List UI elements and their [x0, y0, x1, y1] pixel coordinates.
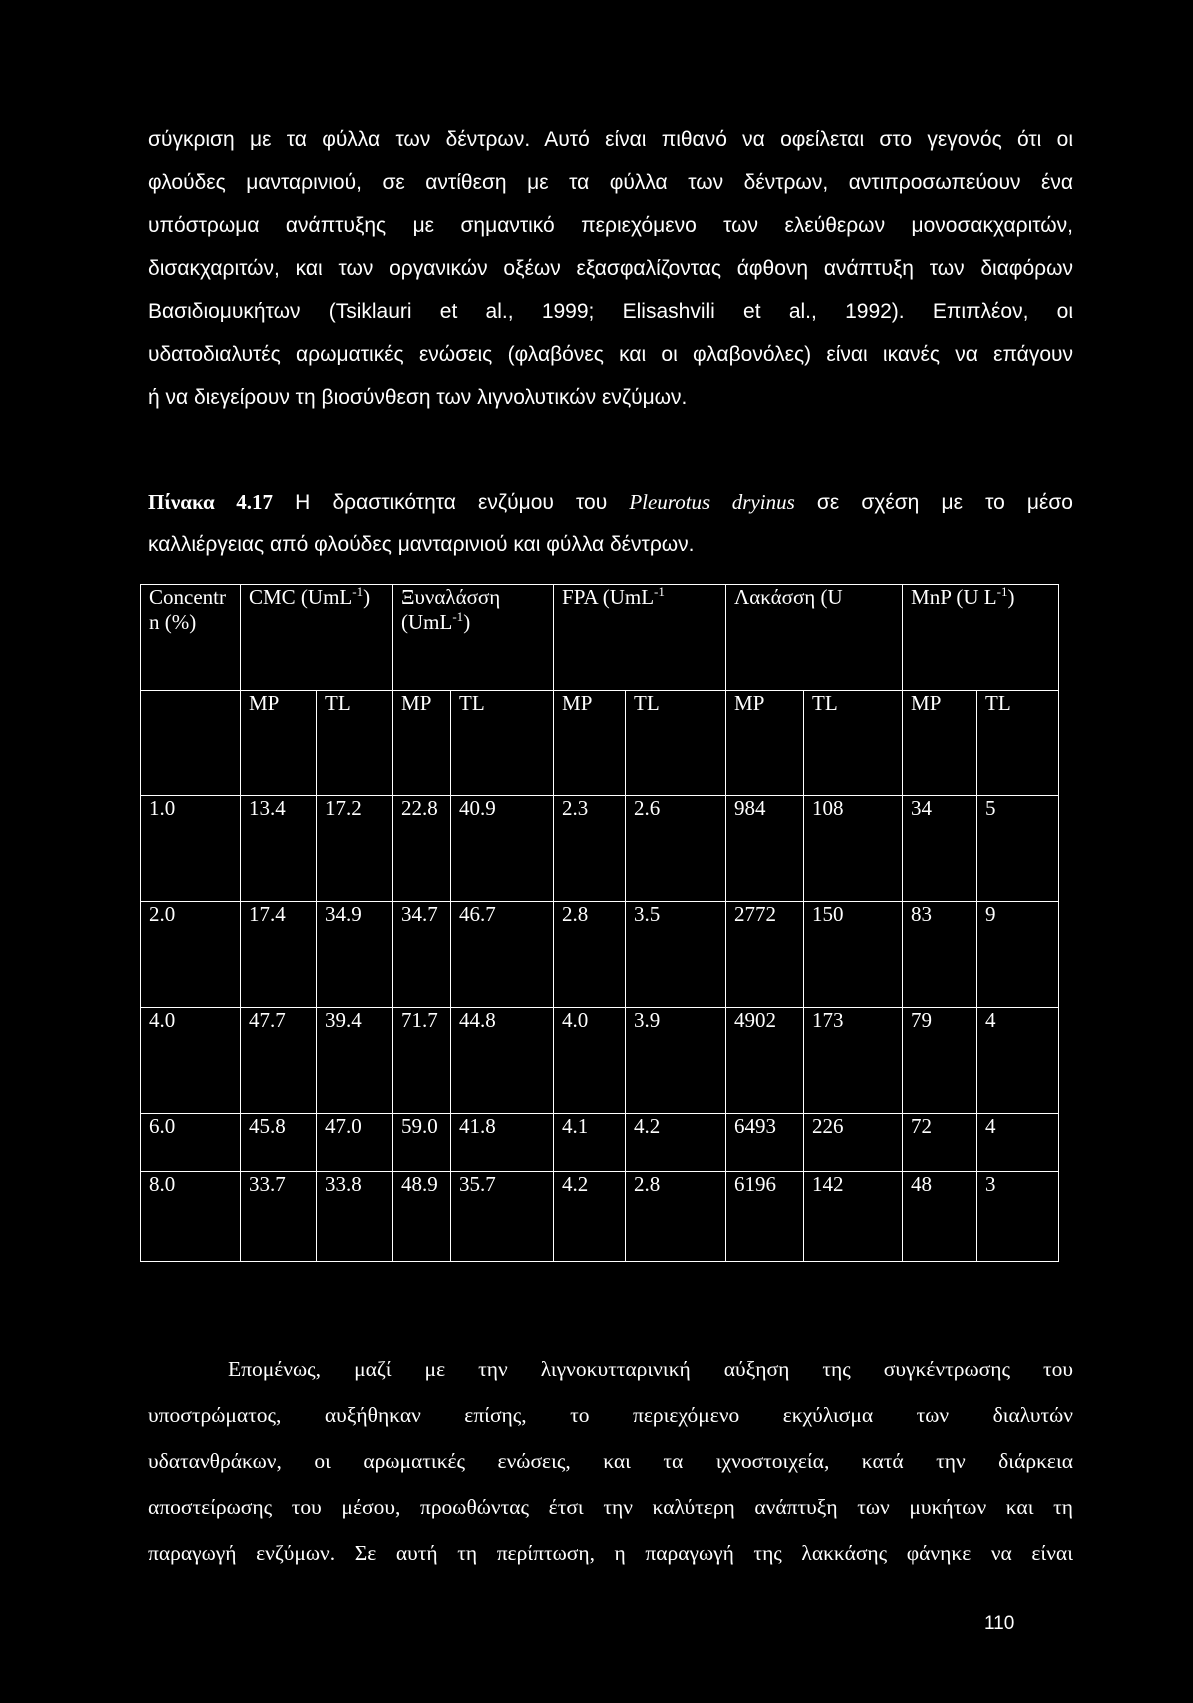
header-sup: -1 — [352, 584, 364, 599]
cell: 2.6 — [626, 796, 726, 902]
cell: 3.5 — [626, 902, 726, 1008]
enzyme-activity-table — [140, 584, 1059, 1262]
text-line: παραγωγή ενζύμων. Σε αυτή τη περίπτωση, η παραγωγή της λακκάσης φάνηκε να είναι — [148, 1541, 1073, 1565]
cell: 59.0 — [393, 1114, 451, 1172]
text-line: υπόστρωμα ανάπτυξης με σημαντικό περιεχόμενο των ελεύθερων μονοσακχαριτών, — [148, 214, 1073, 237]
header-text: FPA (UmL — [562, 585, 655, 609]
cell: 2772 — [726, 902, 804, 1008]
header-text: ) — [463, 610, 471, 634]
cell: 33.8 — [317, 1172, 393, 1262]
cell: 2.0 — [141, 902, 241, 1008]
cell: 6493 — [726, 1114, 804, 1172]
header-sup: -1 — [996, 584, 1008, 599]
cell: 4.1 — [554, 1114, 626, 1172]
subheader-cell: TL — [317, 691, 393, 796]
cell: 34.7 — [393, 902, 451, 1008]
subheader-cell: TL — [977, 691, 1059, 796]
cell: 83 — [903, 902, 977, 1008]
subheader-cell: TL — [626, 691, 726, 796]
subheader-cell: MP — [554, 691, 626, 796]
cell: 1.0 — [141, 796, 241, 902]
cell: 6196 — [726, 1172, 804, 1262]
header-text: Ξυναλάσση — [401, 585, 501, 609]
cell: 4.0 — [141, 1008, 241, 1114]
cell: 34 — [903, 796, 977, 902]
cell: 108 — [804, 796, 903, 902]
page-number: 110 — [984, 1613, 1015, 1634]
cell: 39.4 — [317, 1008, 393, 1114]
subheader-cell: MP — [726, 691, 804, 796]
subheader-cell: TL — [804, 691, 903, 796]
cell: 5 — [977, 796, 1059, 902]
caption-species: Pleurotus dryinus — [629, 490, 795, 514]
header-fpa — [554, 585, 726, 691]
header-text: CMC (UmL — [249, 585, 353, 609]
cell: 226 — [804, 1114, 903, 1172]
text-line: υποστρώματος, αυξήθηκαν επίσης, το περιεχόμενο εκχύλισμα των διαλυτών — [148, 1403, 1073, 1427]
cell: 44.8 — [451, 1008, 554, 1114]
cell: 79 — [903, 1008, 977, 1114]
caption-line-1 — [148, 490, 1073, 515]
header-text: ) — [363, 585, 371, 609]
header-sup: -1 — [452, 609, 464, 624]
header-text: MnP (U L — [911, 585, 997, 609]
caption-line-2: καλλιέργειας από φλούδες μανταρινιού και φύλλα δέντρων. — [148, 533, 695, 556]
cell: 45.8 — [241, 1114, 317, 1172]
header-xylanase — [393, 585, 554, 691]
cell: 4.0 — [554, 1008, 626, 1114]
cell: 48.9 — [393, 1172, 451, 1262]
subheader-row — [141, 691, 1059, 796]
cell: 3 — [977, 1172, 1059, 1262]
cell: 48 — [903, 1172, 977, 1262]
caption-label: Πίνακα 4.17 — [148, 490, 274, 514]
text-line: σύγκριση με τα φύλλα των δέντρων. Αυτό είναι πιθανό να οφείλεται στο γεγονός ότι οι — [148, 128, 1073, 151]
cell: 984 — [726, 796, 804, 902]
text-line: δισακχαριτών, και των οργανικών οξέων εξασφαλίζοντας άφθονη ανάπτυξη των διαφόρων — [148, 257, 1073, 280]
cell: 3.9 — [626, 1008, 726, 1114]
table-row — [141, 796, 1059, 902]
header-text: ) — [1007, 585, 1015, 609]
subheader-empty — [141, 691, 241, 796]
cell: 2.8 — [554, 902, 626, 1008]
cell: 150 — [804, 902, 903, 1008]
text-line: υδατανθράκων, οι αρωματικές ενώσεις, και τα ιχνοστοιχεία, κατά την διάρκεια — [148, 1449, 1073, 1473]
table-row — [141, 1008, 1059, 1114]
cell: 33.7 — [241, 1172, 317, 1262]
cell: 72 — [903, 1114, 977, 1172]
cell: 4.2 — [554, 1172, 626, 1262]
cell: 71.7 — [393, 1008, 451, 1114]
cell: 40.9 — [451, 796, 554, 902]
cell: 17.2 — [317, 796, 393, 902]
cell: 34.9 — [317, 902, 393, 1008]
text-line: αποστείρωσης του μέσου, προωθώντας έτσι την καλύτερη ανάπτυξη των μυκήτων και τη — [148, 1495, 1073, 1519]
text-line: ή να διεγείρουν τη βιοσύνθεση των λιγνολυτικών ενζύμων. — [148, 386, 688, 409]
caption-text-after: σε σχέση με το μέσο — [794, 491, 1073, 514]
cell: 2.8 — [626, 1172, 726, 1262]
header-text: Λακάσση (U — [734, 585, 843, 609]
cell: 46.7 — [451, 902, 554, 1008]
cell: 2.3 — [554, 796, 626, 902]
cell: 6.0 — [141, 1114, 241, 1172]
cell: 47.7 — [241, 1008, 317, 1114]
subheader-cell: MP — [393, 691, 451, 796]
cell: 142 — [804, 1172, 903, 1262]
subheader-cell: MP — [241, 691, 317, 796]
header-row — [141, 585, 1059, 691]
header-sup: -1 — [654, 584, 665, 599]
cell: 4902 — [726, 1008, 804, 1114]
header-text: n (%) — [149, 610, 197, 634]
text-line: υδατοδιαλυτές αρωματικές ενώσεις (φλαβόνες και οι φλαβονόλες) είναι ικανές να επάγουν — [148, 343, 1073, 366]
header-laccase — [726, 585, 903, 691]
cell: 173 — [804, 1008, 903, 1114]
text-line: Βασιδιομυκήτων (Tsiklauri et al., 1999; Elisashvili et al., 1992). Επιπλέον, οι — [148, 300, 1073, 323]
cell: 4.2 — [626, 1114, 726, 1172]
cell: 4 — [977, 1114, 1059, 1172]
cell: 13.4 — [241, 796, 317, 902]
subheader-cell: TL — [451, 691, 554, 796]
caption-text: Η δραστικότητα ενζύμου του — [273, 491, 630, 514]
text-line: Επομένως, μαζί με την λιγνοκυτταρινική αύξηση της συγκέντρωσης του — [228, 1357, 1073, 1381]
cell: 8.0 — [141, 1172, 241, 1262]
header-cmc — [241, 585, 393, 691]
header-text: Concentr — [149, 585, 226, 609]
cell: 35.7 — [451, 1172, 554, 1262]
header-text: (UmL — [401, 610, 453, 634]
cell: 22.8 — [393, 796, 451, 902]
cell: 41.8 — [451, 1114, 554, 1172]
table-row — [141, 1114, 1059, 1172]
table-row — [141, 1172, 1059, 1262]
text-line: φλούδες μανταρινιού, σε αντίθεση με τα φύλλα των δέντρων, αντιπροσωπεύουν ένα — [148, 171, 1073, 194]
cell: 4 — [977, 1008, 1059, 1114]
cell: 47.0 — [317, 1114, 393, 1172]
header-concentration — [141, 585, 241, 691]
header-mnp — [903, 585, 1059, 691]
subheader-cell: MP — [903, 691, 977, 796]
table-row — [141, 902, 1059, 1008]
cell: 9 — [977, 902, 1059, 1008]
cell: 17.4 — [241, 902, 317, 1008]
